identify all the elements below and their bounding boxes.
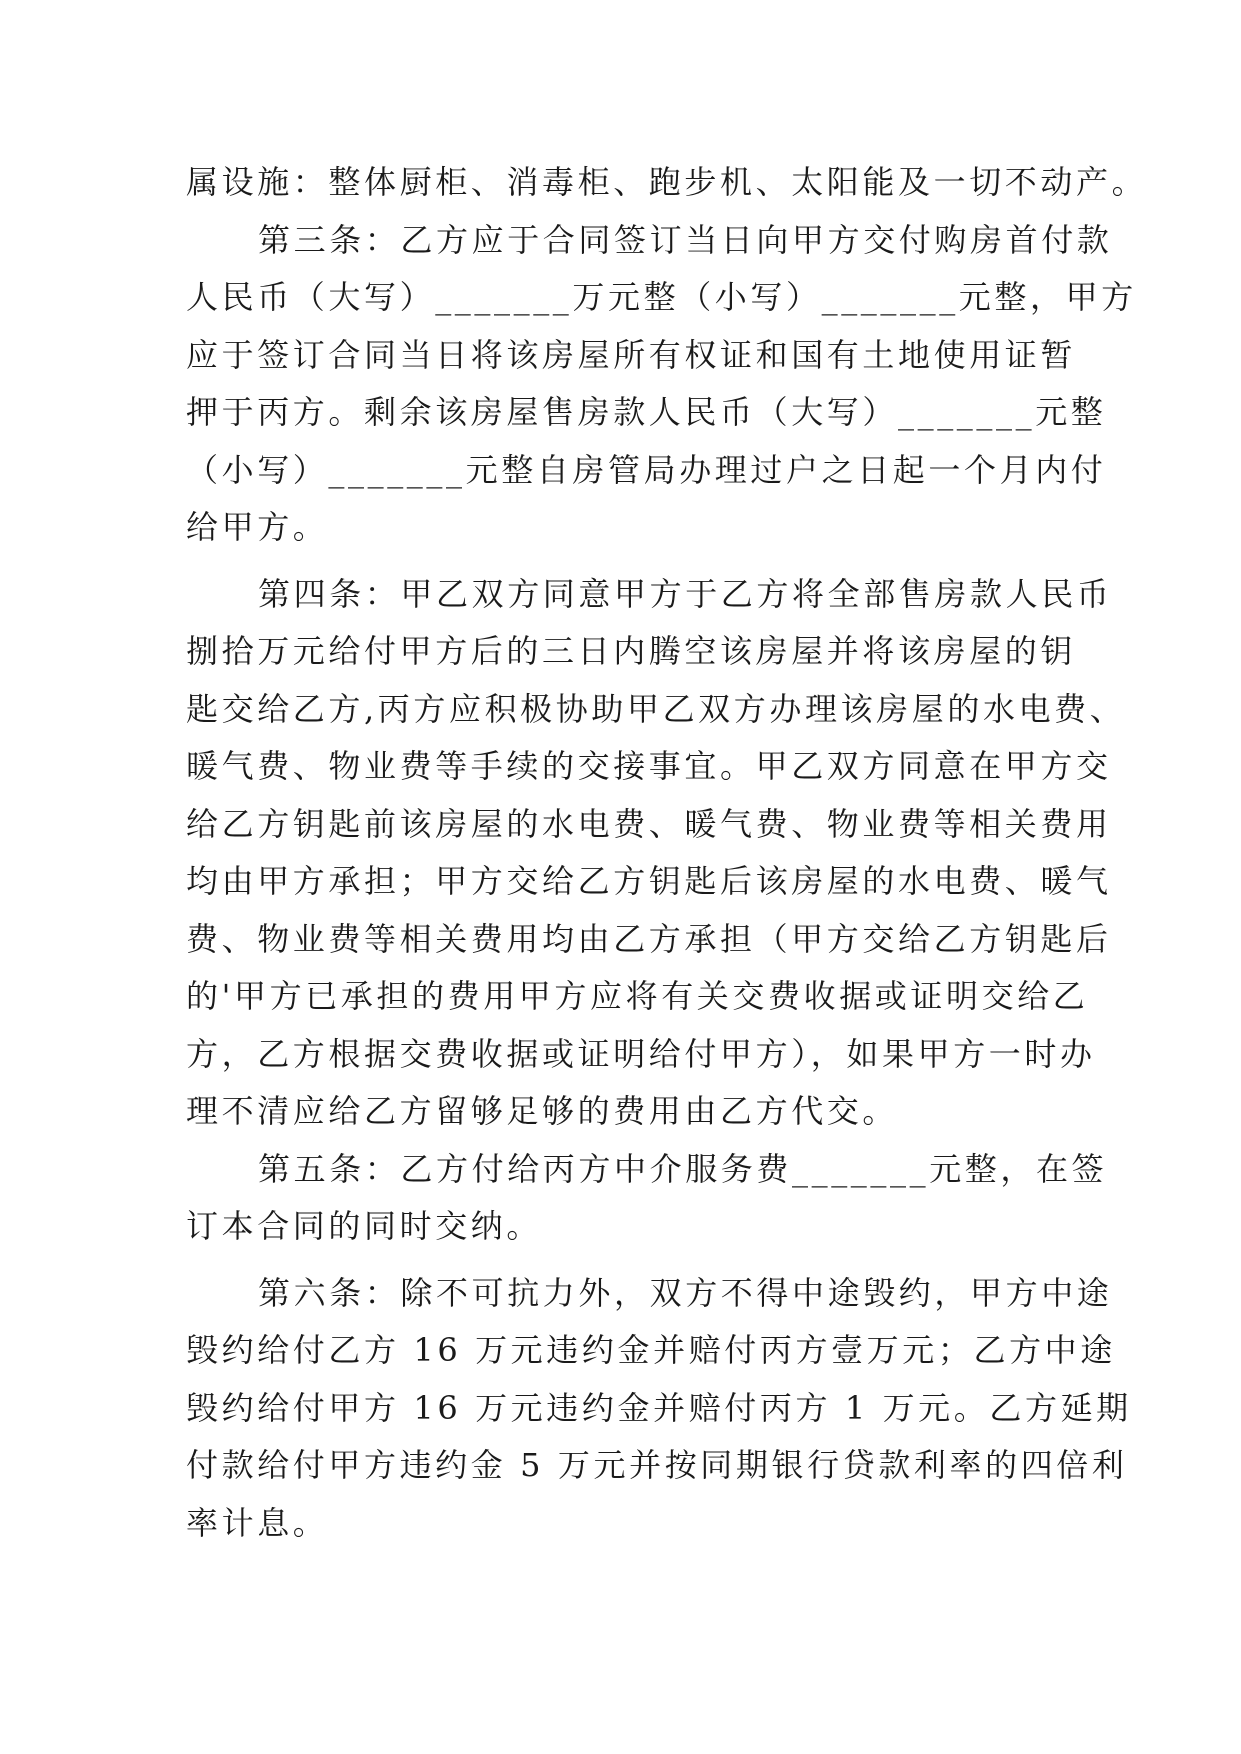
text-line: 捌拾万元给付甲方后的三日内腾空该房屋并将该房屋的钥 bbox=[186, 632, 1077, 670]
text-line: 给乙方钥匙前该房屋的水电费、暖气费、物业费等相关费用 bbox=[186, 804, 1112, 843]
text-line: 均由甲方承担；甲方交给乙方钥匙后该房屋的水电费、暖气 bbox=[186, 862, 1112, 900]
text-line: 匙交给乙方,丙方应积极协助甲乙双方办理该房屋的水电费、 bbox=[186, 689, 1126, 728]
paragraph-gap bbox=[186, 557, 1046, 566]
paragraph-article-5 bbox=[186, 1141, 1108, 1256]
text-line: （小写）_______元整自房管局办理过户之日起一个月内付 bbox=[186, 450, 1107, 489]
text-line: 毁约给付乙方 16 万元违约金并赔付丙方壹万元；乙方中途 bbox=[186, 1331, 1116, 1369]
paragraph-article-6 bbox=[186, 1265, 1132, 1553]
text-line: 方，乙方根据交费收据或证明给付甲方），如果甲方一时办 bbox=[186, 1034, 1096, 1073]
text-line: 费、物业费等相关费用均由乙方承担（甲方交给乙方钥匙后 bbox=[186, 919, 1112, 958]
text-line: 给甲方。 bbox=[186, 508, 329, 546]
paragraph-article-3 bbox=[186, 212, 1137, 557]
text-line: 属设施：整体厨柜、消毒柜、跑步机、太阳能及一切不动产。 bbox=[186, 163, 1148, 201]
paragraph-article-4 bbox=[186, 566, 1126, 1141]
text-line: 第四条：甲乙双方同意甲方于乙方将全部售房款人民币 bbox=[258, 574, 1113, 613]
text-line: 押于丙方。剩余该房屋售房款人民币（大写）_______元整 bbox=[186, 393, 1107, 431]
text-line: 第三条：乙方应于合同签订当日向甲方交付购房首付款 bbox=[258, 220, 1113, 259]
paragraph-continuation bbox=[186, 154, 1148, 212]
text-line: 第五条：乙方付给丙方中介服务费_______元整，在签 bbox=[258, 1149, 1108, 1188]
text-line: 应于签订合同当日将该房屋所有权证和国有土地使用证暂 bbox=[186, 335, 1077, 374]
text-line: 人民币（大写）_______万元整（小写）_______元整，甲方 bbox=[186, 278, 1137, 316]
text-line: 暖气费、物业费等手续的交接事宜。甲乙双方同意在甲方交 bbox=[186, 747, 1112, 785]
text-line: 订本合同的同时交纳。 bbox=[186, 1207, 543, 1245]
text-line: 付款给付甲方违约金 5 万元并按同期银行贷款利率的四倍利 bbox=[186, 1446, 1128, 1484]
document-body bbox=[186, 154, 1148, 1552]
text-line: 率计息。 bbox=[186, 1503, 329, 1542]
text-line: 毁约给付甲方 16 万元违约金并赔付丙方 1 万元。乙方延期 bbox=[186, 1388, 1132, 1427]
paragraph-gap bbox=[186, 1256, 1046, 1265]
text-line: 理不清应给乙方留够足够的费用由乙方代交。 bbox=[186, 1092, 899, 1130]
text-line: 第六条：除不可抗力外，双方不得中途毁约，甲方中途 bbox=[258, 1273, 1113, 1312]
text-line: 的'甲方已承担的费用甲方应将有关交费收据或证明交给乙 bbox=[186, 977, 1089, 1015]
